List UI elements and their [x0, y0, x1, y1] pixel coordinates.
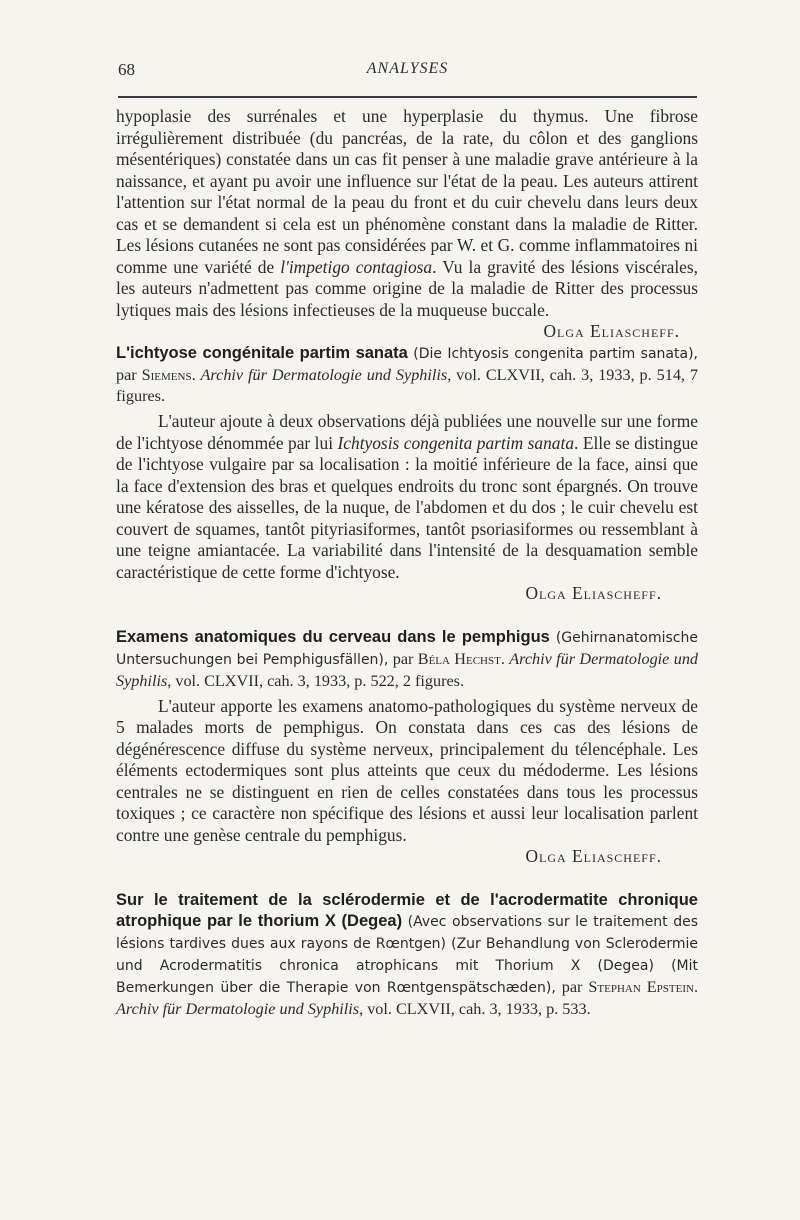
article-reference: Sur le traitement de la sclérodermie et de l'acrodermatite chronique atrophique par le thorium X (Degea) (Avec observations sur le traitement des lésions tardives dues aux rayons de Rœntgen) (Zur Behandlung von Sclerodermie und Acrodermatitis chronica atrophicans mit Thorium X (Degea) (Mit Bemerkungen über die Therapie von Rœntgenspätschæden), par Stephan Epstein. Archiv für Dermatologie und Syphilis, vol. CLXVII, cah. 3, 1933, p. 533.	[116, 890, 698, 1018]
reference-details: , vol. CLXVII, cah. 3, 1933, p. 514, 7 figures.	[116, 366, 698, 405]
ref-by: par	[555, 977, 589, 996]
article-title: Sur le traitement de la sclérodermie et de l'acrodermatite chronique atrophique par le thorium X (Degea)	[116, 890, 698, 930]
body-text-2: . Elle se distingue de l'ichtyose vulgaire par sa localisation : la moitié inférieure de la face, ainsi que la face d'extension des bras et quelques endroits du tronc sont épargnés. On trouve une kératose des aisselles, de la nuque, de l'abdomen et du dos ; le cuir chevelu est couvert de squames, tantôt pityriasiformes, tantôt psoriasiformes ou ressemblant à une teigne amiantacée. La variabilité dans l'intensité de la desquamation semble caractéristique de cette forme d'ichtyose.	[116, 432, 698, 582]
reference-details: , vol. CLXVII, cah. 3, 1933, p. 533.	[359, 999, 591, 1018]
journal-name: Archiv für Dermatologie und Syphilis	[116, 649, 699, 690]
article-signature: Olga Eliascheff.	[525, 846, 662, 866]
article-reference: Examens anatomiques du cerveau dans le pemphigus (Gehirnanatomische Untersuchungen bei Pemphigusfällen), par Béla Hechst. Archiv für Dermatologie und Syphilis, vol. CLXVII, cah. 3, 1933, p. 522, 2 figures.	[116, 627, 699, 690]
intro-emphasis: l'impetigo contagiosa	[280, 256, 433, 277]
article-signature: Olga Eliascheff.	[525, 583, 662, 603]
intro-signature: Olga Eliascheff.	[543, 321, 680, 341]
article-sclerodermie	[116, 890, 698, 1020]
article-ref-open: (Gehirnanatomische Untersuchungen bei Pemphigusfällen),	[116, 629, 698, 668]
intro-paragraph	[116, 106, 698, 341]
article-author: Stephan Epstein	[588, 977, 694, 996]
article-body	[116, 411, 698, 583]
running-title: ANALYSES	[366, 60, 449, 77]
page-header	[118, 60, 697, 86]
header-rule	[118, 96, 697, 98]
article-reference: L'ichtyose congénitale partim sanata (Die Ichtyosis congenita partim sanata), par Siemens. Archiv für Dermatologie und Syphilis, vol. CLXVII, cah. 3, 1933, p. 514, 7 figures.	[116, 344, 698, 405]
article-ichtyose	[116, 343, 698, 605]
page-body	[116, 106, 698, 1024]
article-author: Siemens	[141, 366, 192, 384]
article-pemphigus	[116, 627, 698, 868]
article-ref-open: (Avec observations sur le traitement des lésions tardives dues aux rayons de Rœntgen) (Zur Behandlung von Sclerodermie und Acrodermatitis chronica atrophicans mit Thorium X (Degea) (Mit Bemerkungen über die Therapie von Rœntgenspätschæden),	[116, 913, 698, 996]
article-ref-open: (Die Ichtyosis congenita partim sanata),	[407, 346, 698, 362]
article-author: Béla Hechst	[417, 649, 501, 668]
journal-name: Archiv für Dermatologie und Syphilis	[200, 366, 448, 384]
article-title: Examens anatomiques du cerveau dans le pemphigus	[116, 627, 550, 646]
article-title: L'ichtyose congénitale partim sanata	[116, 344, 408, 362]
journal-name: Archiv für Dermatologie und Syphilis	[116, 999, 360, 1018]
page-number: 68	[118, 60, 135, 79]
article-body: L'auteur apporte les examens anatomo-pathologiques du système nerveux de 5 malades morts de pemphigus. On constata dans ces cas des lésions de dégénérescence diffuse du système nerveux, principalement du télencéphale. Les éléments ectodermiques sont plus atteints que ceux du médoderme. Les lésions centrales ne se distinguent en rien de celles constatées dans tous les processus toxiques ; ce caractère non spécifique des lésions et aussi leur localisation parlent contre une genèse centrale du pemphigus.	[116, 695, 698, 845]
intro-text-2: . Vu la gravité des lésions viscérales, les auteurs n'admettent pas comme origine de la maladie de Ritter des processus lytiques mais des lésions infectieuses de la muqueuse buccale.	[116, 256, 698, 320]
body-emphasis: Ichtyosis congenita partim sanata	[337, 432, 575, 453]
ref-by: par	[116, 366, 142, 384]
body-text: L'auteur ajoute à deux observations déjà publiées une nouvelle sur une forme de l'ichtyose dénommée par lui	[116, 411, 698, 453]
ref-by: par	[388, 649, 418, 668]
intro-text: hypoplasie des surrénales et une hyperplasie du thymus. Une fibrose irrégulièrement distribuée (du pancréas, de la rate, du côlon et des ganglions mésentériques) constatée dans un cas fit penser à une maladie grave antérieure à la naissance, et ayant pu avoir une influence sur l'état de la peau. Les auteurs attirent l'attention sur l'état normal de la peau du front et du cuir chevelu dans leurs deux cas et se demandent si cela est un phénomène constant dans la maladie de Ritter. Les lésions cutanées ne sont pas considérées par W. et G. comme inflammatoires ni comme une variété de	[116, 106, 698, 277]
reference-details: , vol. CLXVII, cah. 3, 1933, p. 522, 2 figures.	[167, 671, 464, 690]
